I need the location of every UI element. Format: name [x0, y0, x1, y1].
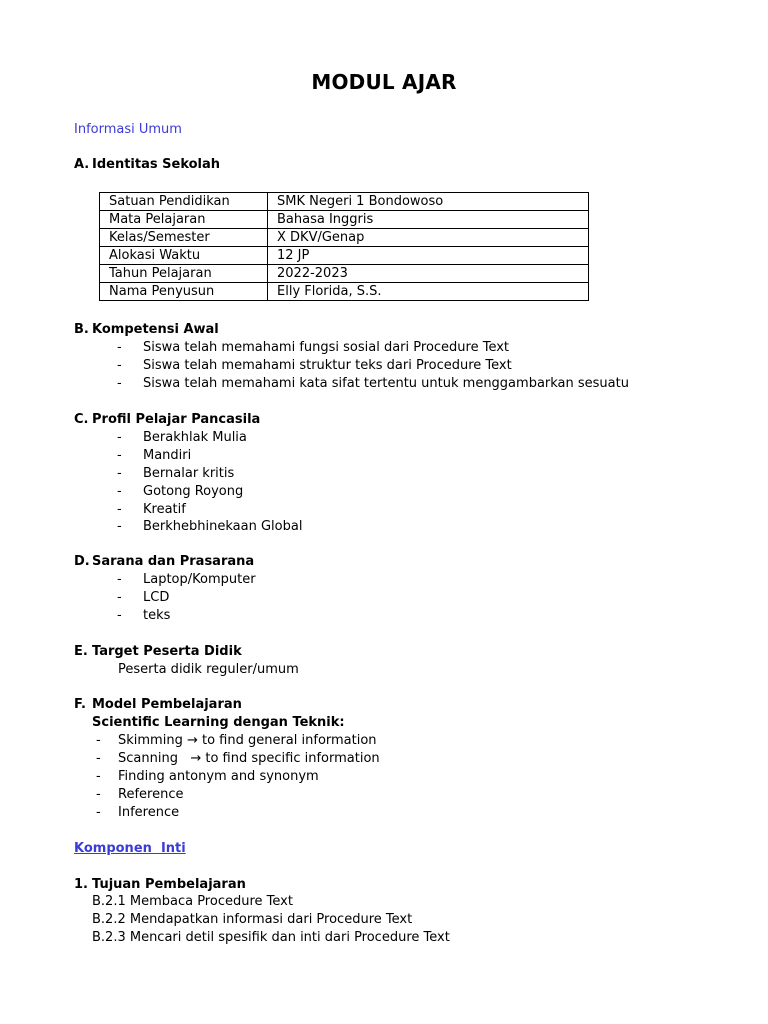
- list-c: [117, 429, 302, 536]
- bullet-dash: -: [117, 501, 122, 517]
- table-cell-value: X DKV/Genap: [268, 229, 589, 247]
- bullet-dash: -: [96, 733, 101, 748]
- document-title: MODUL AJAR: [311, 70, 457, 94]
- list-item-text: Scanning → to find specific information: [118, 750, 380, 766]
- bullet-dash: -: [117, 483, 122, 499]
- heading-f-number: F.: [74, 697, 86, 712]
- table-cell-value: 12 JP: [268, 247, 589, 265]
- heading-f: [74, 696, 242, 714]
- list-item: [92, 929, 450, 947]
- list-d: [117, 571, 256, 625]
- bullet-dash: -: [117, 519, 122, 535]
- list-item-text: Siswa telah memahami struktur teks dari Procedure Text: [143, 357, 512, 373]
- list-item: [117, 589, 256, 607]
- list-item-text: Finding antonym and synonym: [118, 768, 319, 784]
- table-cell-value: Bahasa Inggris: [268, 211, 589, 229]
- list-item-text: B.2.2 Mendapatkan informasi dari Procedure Text: [92, 911, 413, 927]
- bullet-dash: -: [117, 465, 122, 481]
- heading-b: [74, 321, 219, 339]
- list-item-text: Siswa telah memahami fungsi sosial dari Procedure Text: [143, 340, 510, 355]
- list-item-text: Kreatif: [143, 501, 186, 517]
- heading-b-text: Kompetensi Awal: [92, 322, 219, 337]
- list-item: [117, 501, 302, 519]
- table-cell-value: 2022-2023: [268, 265, 589, 283]
- list-b: [117, 339, 629, 393]
- heading-f-text: Model Pembelajaran: [92, 697, 242, 712]
- heading-d: [74, 553, 254, 571]
- list-item: [96, 732, 380, 750]
- table-row: [100, 229, 589, 247]
- heading-1-number: 1.: [74, 877, 88, 892]
- list-item-text: Gotong Royong: [143, 483, 244, 499]
- bullet-dash: -: [117, 340, 122, 355]
- heading-c-text: Profil Pelajar Pancasila: [92, 412, 261, 427]
- table-cell-label: Satuan Pendidikan: [100, 193, 268, 211]
- list-item-text: Berakhlak Mulia: [143, 430, 247, 445]
- list-item: [92, 911, 450, 929]
- list-item: [117, 429, 302, 447]
- list-item: [117, 357, 629, 375]
- table-row: [100, 247, 589, 265]
- table-cell-label: Mata Pelajaran: [100, 211, 268, 229]
- list-f: [96, 732, 380, 821]
- list-item: [117, 607, 256, 625]
- table-cell-label: Alokasi Waktu: [100, 247, 268, 265]
- section-heading-komponen-inti: Komponen Inti: [74, 841, 186, 856]
- bullet-dash: -: [96, 768, 101, 784]
- bullet-dash: -: [117, 607, 122, 623]
- table-row: [100, 283, 589, 301]
- table-cell-value: SMK Negeri 1 Bondowoso: [268, 193, 589, 211]
- bullet-dash: -: [117, 357, 122, 373]
- list-item-text: B.2.3 Mencari detil spesifik dan inti dari Procedure Text: [92, 929, 450, 945]
- list-item-text: B.2.1 Membaca Procedure Text: [92, 894, 293, 909]
- list-item: [117, 571, 256, 589]
- target-peserta-text: Peserta didik reguler/umum: [118, 662, 299, 677]
- list-item-text: LCD: [143, 589, 170, 605]
- list-item: [96, 768, 380, 786]
- list-item: [117, 518, 302, 536]
- model-subtitle: Scientific Learning dengan Teknik:: [92, 715, 345, 730]
- list-item-text: Bernalar kritis: [143, 465, 235, 481]
- heading-c-number: C.: [74, 412, 89, 427]
- heading-1-text: Tujuan Pembelajaran: [92, 877, 246, 892]
- heading-a: [74, 156, 220, 174]
- list-item-text: Laptop/Komputer: [143, 572, 256, 587]
- list-item: [117, 339, 629, 357]
- list-item-text: Reference: [118, 786, 184, 802]
- bullet-dash: -: [96, 804, 101, 820]
- list-item-text: teks: [143, 607, 171, 623]
- heading-e: [74, 643, 242, 661]
- bullet-dash: -: [117, 572, 122, 587]
- table-cell-label: Tahun Pelajaran: [100, 265, 268, 283]
- heading-a-number: A.: [74, 157, 90, 172]
- list-item-text: Mandiri: [143, 447, 192, 463]
- list-item: [96, 804, 380, 822]
- table-cell-label: Nama Penyusun: [100, 283, 268, 301]
- heading-e-number: E.: [74, 644, 88, 659]
- list-item: [96, 750, 380, 768]
- bullet-dash: -: [117, 447, 122, 463]
- bullet-dash: -: [96, 786, 101, 802]
- list-item: [96, 786, 380, 804]
- list-item: [117, 465, 302, 483]
- table-cell-label: Kelas/Semester: [100, 229, 268, 247]
- heading-b-number: B.: [74, 322, 89, 337]
- heading-c: [74, 411, 260, 429]
- identity-table: [99, 192, 589, 301]
- table-row: [100, 265, 589, 283]
- heading-d-number: D.: [74, 554, 90, 569]
- list-item: [92, 893, 450, 911]
- list-1: [92, 893, 450, 947]
- list-item: [117, 447, 302, 465]
- list-item: [117, 483, 302, 501]
- heading-d-text: Sarana dan Prasarana: [92, 554, 255, 569]
- list-item: [117, 375, 629, 393]
- table-row: [100, 193, 589, 211]
- table-row: [100, 211, 589, 229]
- list-item-text: Inference: [118, 804, 180, 820]
- list-item-text: Skimming → to find general information: [118, 733, 377, 748]
- list-item-text: Berkhebhinekaan Global: [143, 519, 303, 535]
- bullet-dash: -: [117, 430, 122, 445]
- bullet-dash: -: [117, 589, 122, 605]
- heading-1: [74, 876, 246, 894]
- heading-e-text: Target Peserta Didik: [92, 644, 242, 659]
- heading-a-text: Identitas Sekolah: [92, 157, 221, 172]
- section-heading-informasi-umum: Informasi Umum: [74, 122, 182, 137]
- list-item-text: Siswa telah memahami kata sifat tertentu untuk menggambarkan sesuatu: [143, 375, 629, 391]
- bullet-dash: -: [96, 750, 101, 766]
- table-cell-value: Elly Florida, S.S.: [268, 283, 589, 301]
- bullet-dash: -: [117, 375, 122, 391]
